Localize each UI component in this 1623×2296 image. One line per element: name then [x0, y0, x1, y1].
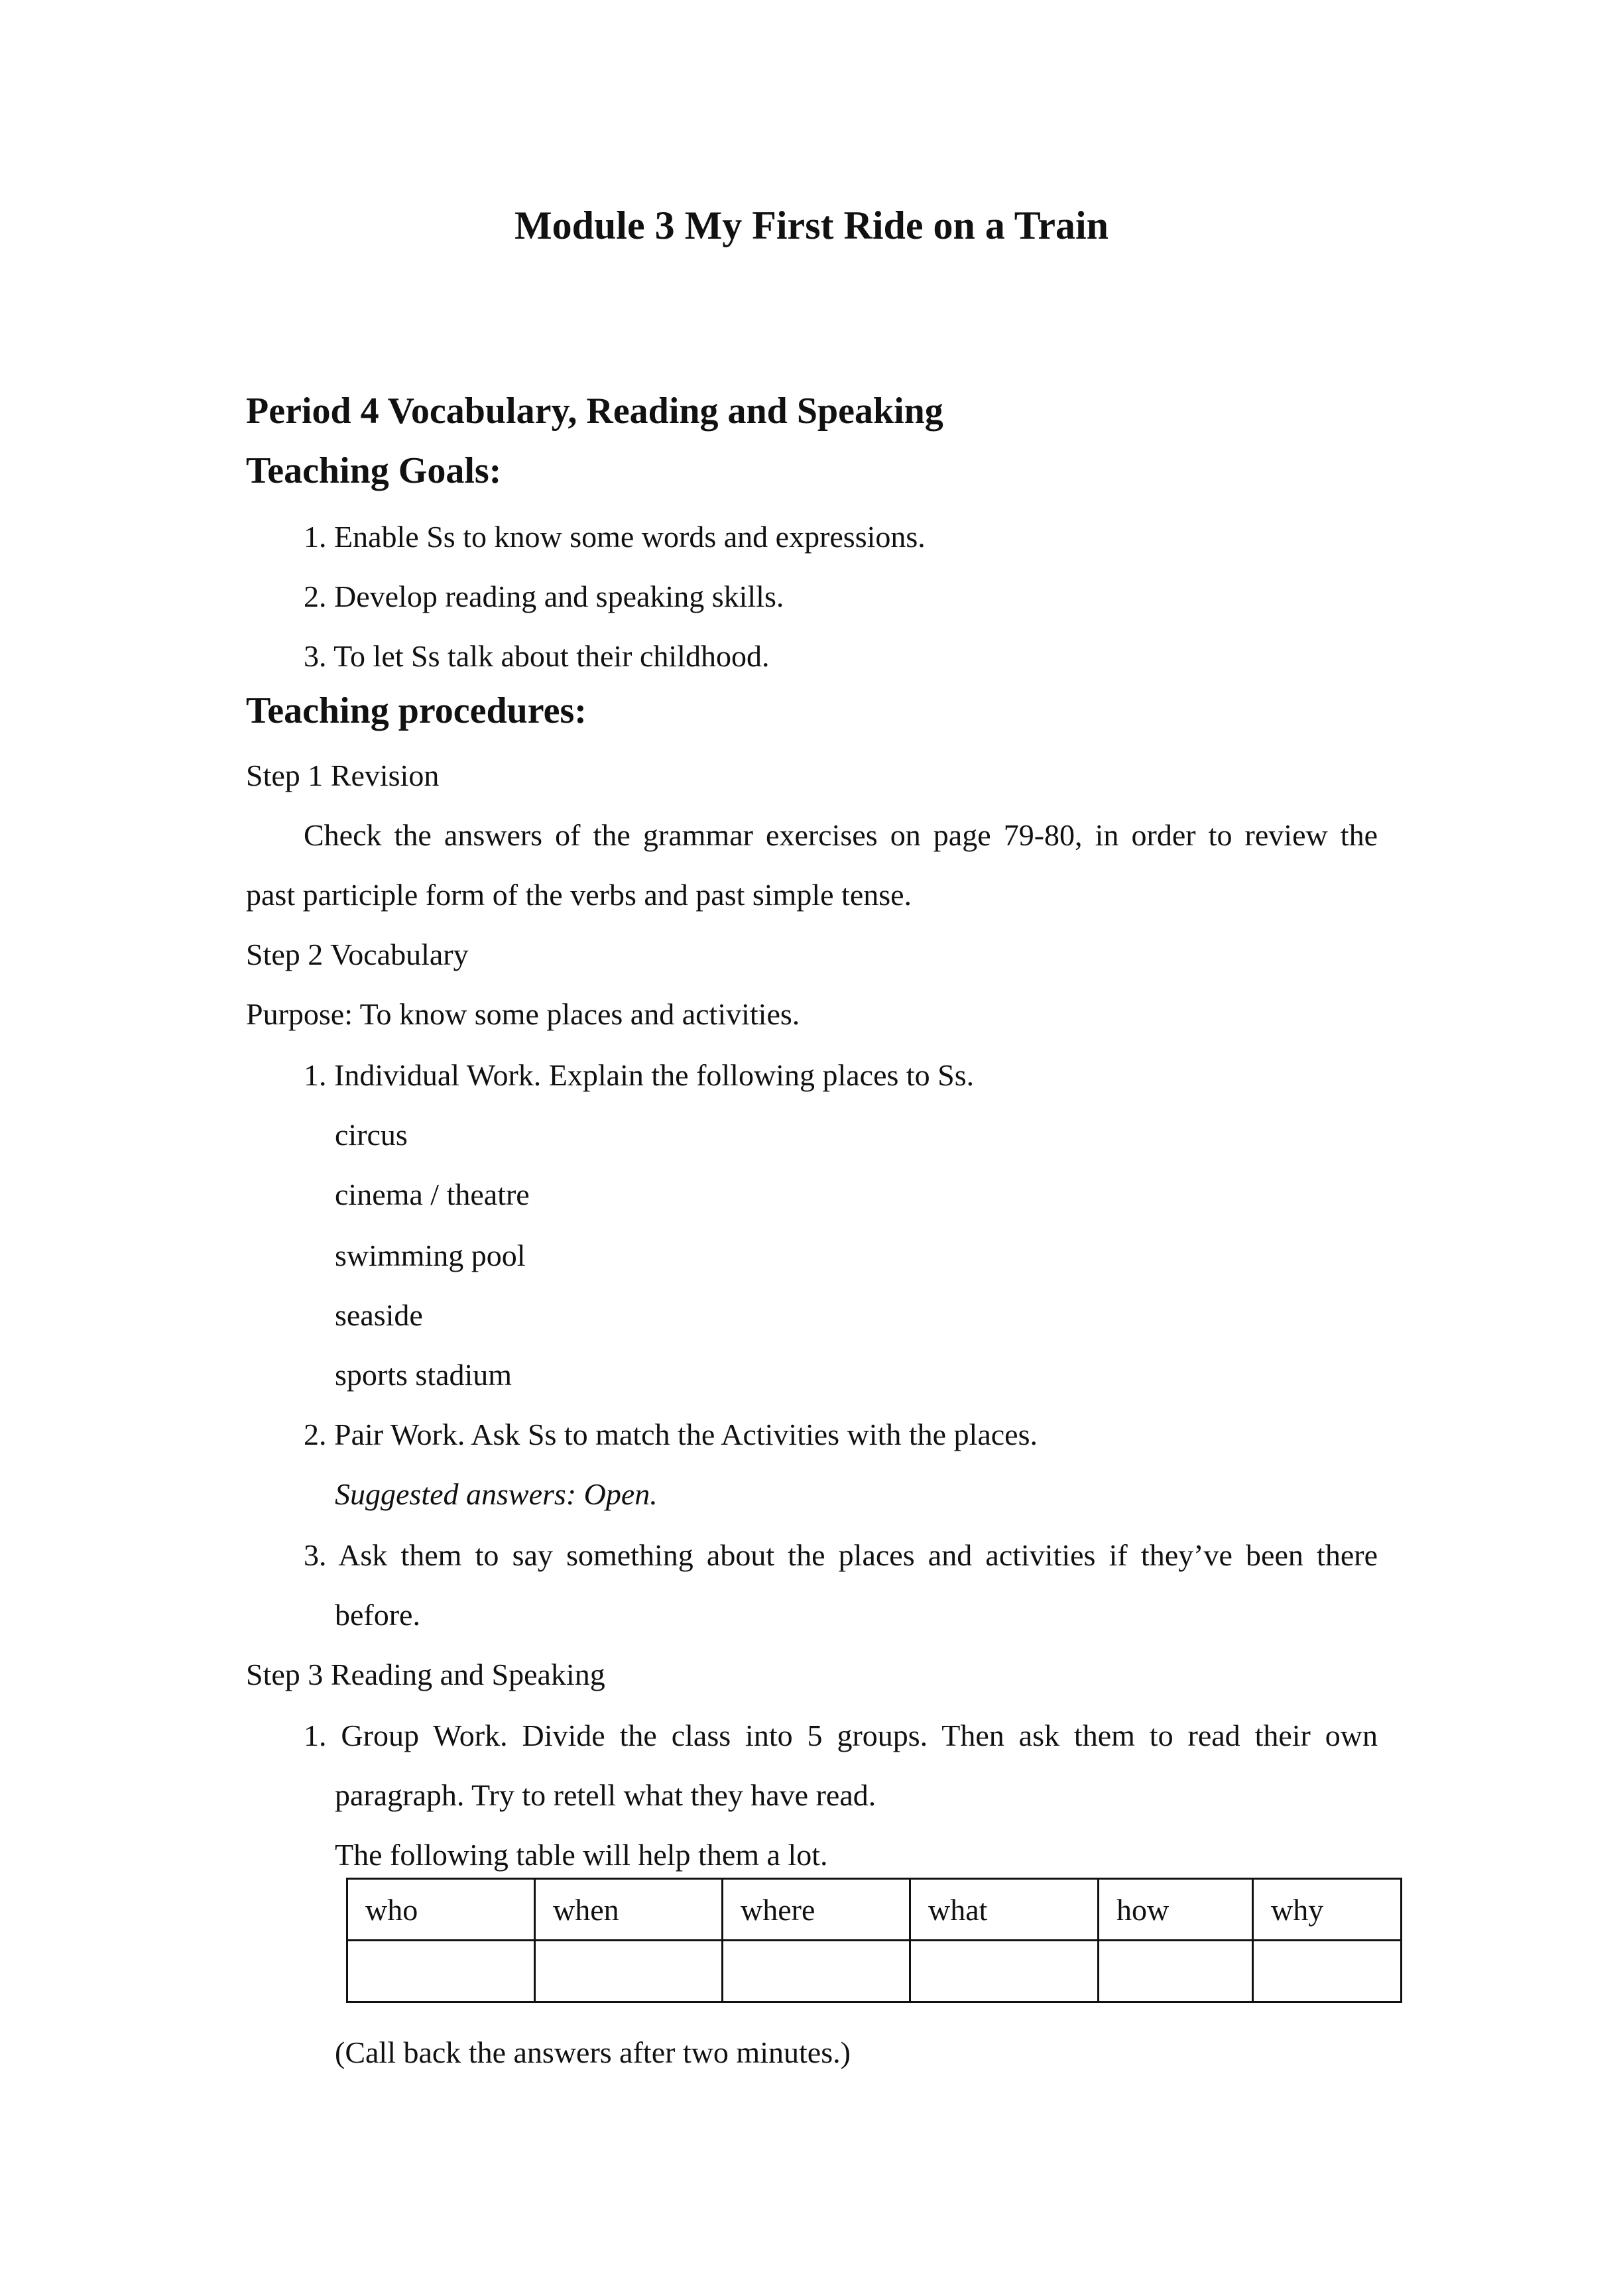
procedures-heading: Teaching procedures:: [246, 690, 587, 731]
place-item: cinema / theatre: [335, 1178, 530, 1211]
table-intro: The following table will help them a lot.: [335, 1838, 828, 1872]
table-cell: [347, 1941, 535, 2002]
step2-purpose: Purpose: To know some places and activities.: [246, 997, 800, 1031]
step3-title: Step 3 Reading and Speaking: [246, 1658, 605, 1691]
step2-title: Step 2 Vocabulary: [246, 937, 469, 971]
step3-item1-line2: paragraph. Try to retell what they have read.: [335, 1778, 876, 1812]
step3-item1-line1: 1. Group Work. Divide the class into 5 groups. Then ask them to read their own: [304, 1719, 1378, 1752]
step1-paragraph-line1: Check the answers of the grammar exercises on page 79-80, in order to review the: [304, 818, 1378, 852]
step2-item3-line1: 3. Ask them to say something about the places and activities if they’ve been there: [304, 1538, 1378, 1572]
table-cell: [1253, 1941, 1402, 2002]
step1-paragraph-line2: past participle form of the verbs and past simple tense.: [246, 878, 912, 912]
table-cell: [1099, 1941, 1253, 2002]
callback-note: (Call back the answers after two minutes.): [335, 2035, 851, 2069]
table-header-cell: what: [910, 1879, 1099, 1941]
table-header-cell: where: [723, 1879, 910, 1941]
place-item: circus: [335, 1118, 408, 1152]
table-header-cell: when: [535, 1879, 723, 1941]
step2-item3-line2: before.: [335, 1598, 420, 1632]
table-cell: [723, 1941, 910, 2002]
step2-item2: 2. Pair Work. Ask Ss to match the Activities with the places.: [304, 1418, 1038, 1451]
question-words-table: [346, 1878, 1402, 2003]
table-header-cell: why: [1253, 1879, 1402, 1941]
step1-title: Step 1 Revision: [246, 758, 440, 792]
table-cell: [535, 1941, 723, 2002]
place-item: sports stadium: [335, 1358, 512, 1392]
table-row: [347, 1941, 1402, 2002]
suggested-answers: Suggested answers: Open.: [335, 1477, 658, 1511]
period-heading: Period 4 Vocabulary, Reading and Speaking: [246, 391, 943, 432]
goal-item: 1. Enable Ss to know some words and expressions.: [304, 520, 926, 554]
goal-item: 2. Develop reading and speaking skills.: [304, 579, 784, 613]
table-header-cell: how: [1099, 1879, 1253, 1941]
goal-item: 3. To let Ss talk about their childhood.: [304, 639, 770, 673]
table-header-cell: who: [347, 1879, 535, 1941]
table-cell: [910, 1941, 1099, 2002]
goals-heading: Teaching Goals:: [246, 450, 502, 491]
step2-item1: 1. Individual Work. Explain the following places to Ss.: [304, 1058, 975, 1092]
place-item: seaside: [335, 1298, 423, 1332]
place-item: swimming pool: [335, 1239, 526, 1272]
table-header-row: [347, 1879, 1402, 1941]
page-title: Module 3 My First Ride on a Train: [514, 204, 1109, 247]
